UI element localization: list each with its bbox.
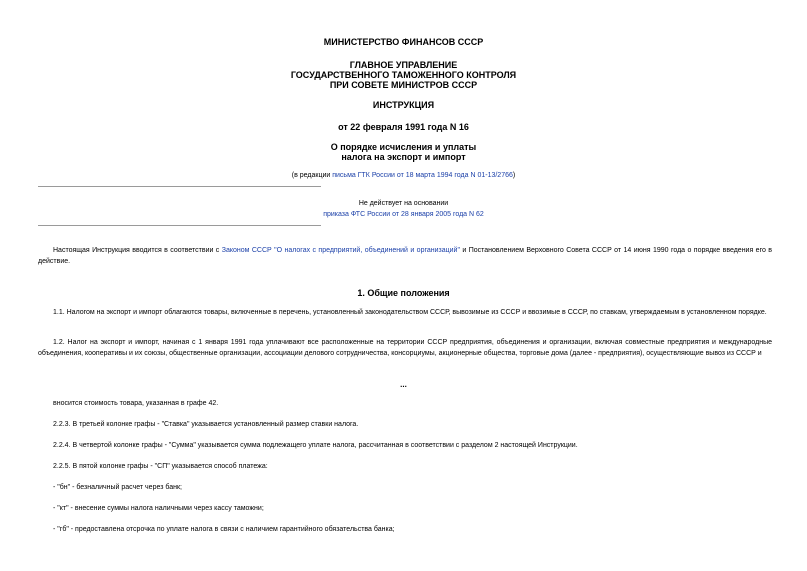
document-type: ИНСТРУКЦИЯ: [372, 100, 435, 110]
document-title-line-2: налога на экспорт и импорт: [341, 152, 466, 162]
repeal-notice-text: Не действует на основании: [358, 200, 449, 207]
text-line: - "кт" - внесение суммы налога наличными через кассу таможни;: [53, 505, 264, 512]
text-line: 2.2.4. В четвертой колонке графы - "Сумма" указывается сумма подлежащего уплате налога, рассчитанная в соответствии с разделом 2 настоящей Инструкции.: [53, 442, 578, 449]
ministry-heading: МИНИСТЕРСТВО ФИНАНСОВ СССР: [323, 37, 484, 47]
intro-law-link[interactable]: Законом СССР "О налогах с предприятий, объединений и организаций": [221, 247, 460, 254]
intro-text-after: и Постановлением Верховного Совета СССР от 14 июня 1990 года о порядке введения его в действие.: [38, 247, 773, 265]
text-line: 2.2.3. В третьей колонке графы - "Ставка" указывается установленный размер ставки налога.: [53, 421, 359, 428]
paragraph-1-1: 1.1. Налогом на экспорт и импорт облагаются товары, включенные в перечень, установленный законодательством СССР, вывозимые из СССР и ввозимые в СССР, по ставкам, утверждаемым в установленном порядке.: [53, 309, 767, 316]
department-line-3: ПРИ СОВЕТЕ МИНИСТРОВ СССР: [329, 80, 478, 90]
text-line: вносится стоимость товара, указанная в графе 42.: [53, 400, 219, 407]
divider-bottom: [38, 225, 321, 226]
text-line: - "гб" - предоставлена отсрочка по уплате налога в связи с наличием гарантийного обязательства банка;: [53, 526, 395, 533]
edition-link[interactable]: письма ГТК России от 18 марта 1994 года N 01-13/2766: [332, 172, 513, 179]
repeal-notice: [0, 199, 807, 221]
document-title-line-1: О порядке исчисления и уплаты: [330, 142, 477, 152]
department-heading: [0, 60, 807, 90]
text-line: 2.2.5. В пятой колонке графы - "СП" указывается способ платежа:: [53, 463, 268, 470]
section-heading: 1. Общие положения: [357, 288, 450, 298]
edition-suffix: ): [512, 172, 516, 179]
edition-note: [0, 171, 807, 180]
text-line: - "бн" - безналичный расчет через банк;: [53, 484, 182, 491]
intro-paragraph: [38, 245, 772, 267]
paragraph-1-2: 1.2. Налог на экспорт и импорт, начиная с 1 января 1991 года уплачивают все расположенные на территории СССР предприятия, объединения и организации, включая совместные предприятия и международные объединения, кооперативы и их союзы, общественные организации, ассоциации делового сотрудничества, консорциумы, акционерные общества, торговые дома (далее - предприятия), осуществляющие вывоз из СССР и: [38, 339, 772, 357]
repeal-notice-link[interactable]: приказа ФТС России от 28 января 2005 года N 62: [323, 211, 484, 218]
edition-prefix: (в редакции: [291, 172, 333, 179]
department-line-1: ГЛАВНОЕ УПРАВЛЕНИЕ: [349, 60, 458, 70]
department-line-2: ГОСУДАРСТВЕННОГО ТАМОЖЕННОГО КОНТРОЛЯ: [290, 70, 517, 80]
divider-top: [38, 186, 321, 187]
intro-text-before: Настоящая Инструкция вводится в соответствии с: [53, 247, 222, 254]
document-date: от 22 февраля 1991 года N 16: [338, 122, 469, 132]
document-title: [0, 142, 807, 162]
omission-marker: ...: [400, 380, 407, 389]
